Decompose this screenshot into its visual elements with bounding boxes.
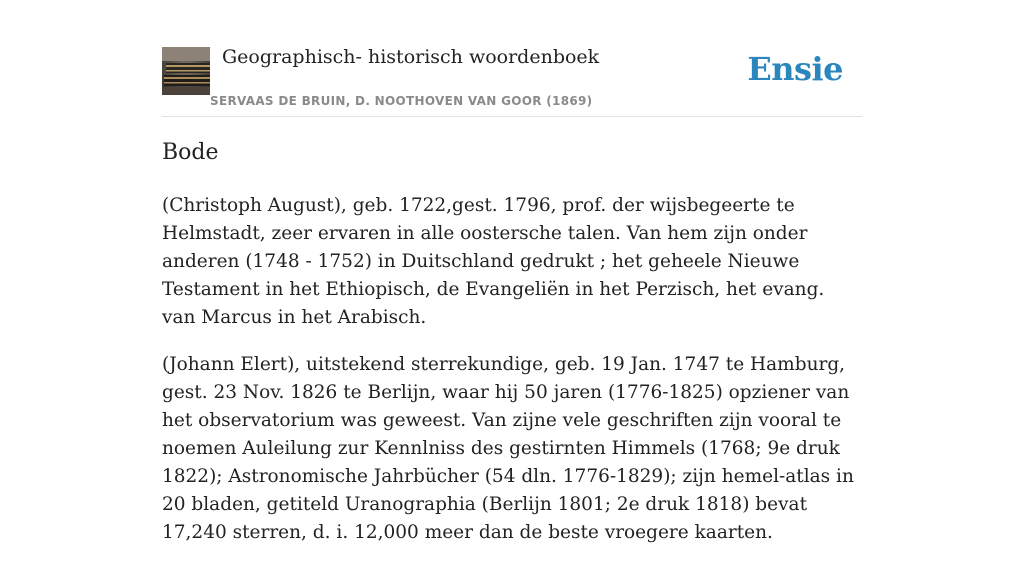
book-authors: SERVAAS DE BRUIN, D. NOOTHOVEN VAN GOOR (1869) [210, 94, 593, 108]
ensie-logo[interactable]: Ensie [747, 50, 843, 88]
book-cover-icon [162, 47, 210, 95]
entry-body [162, 192, 862, 566]
header [162, 0, 862, 117]
entry-title: Bode [162, 140, 219, 165]
entry-paragraph: (Christoph August), geb. 1722,gest. 1796, prof. der wijsbegeerte te Helmstadt, zeer ervaren in alle oostersche talen. Van hem zijn onder anderen (1748 - 1752) in Duitschland gedrukt ; het geheele Nieuwe Testament in het Ethiopisch, de Evangeliën in het Perzisch, het evang. van Marcus in het Arabisch. [162, 195, 825, 328]
book-title[interactable]: Geographisch- historisch woordenboek [222, 46, 600, 68]
entry-paragraph: (Johann Elert), uitstekend sterrekundige, geb. 19 Jan. 1747 te Hamburg, gest. 23 Nov. 1826 te Berlijn, waar hij 50 jaren (1776-1825) opziener van het observatorium was geweest. Van zijne vele geschriften zijn vooral te noemen Auleilung zur Kennlniss des gestirnten Himmels (1768; 9e druk 1822); Astronomische Jahrbücher (54 dln. 1776-1829); zijn hemel-atlas in 20 bladen, getiteld Uranographia (Berlijn 1801; 2e druk 1818) bevat 17,240 sterren, d. i. 12,000 meer dan de beste vroegere kaarten. [162, 354, 854, 543]
